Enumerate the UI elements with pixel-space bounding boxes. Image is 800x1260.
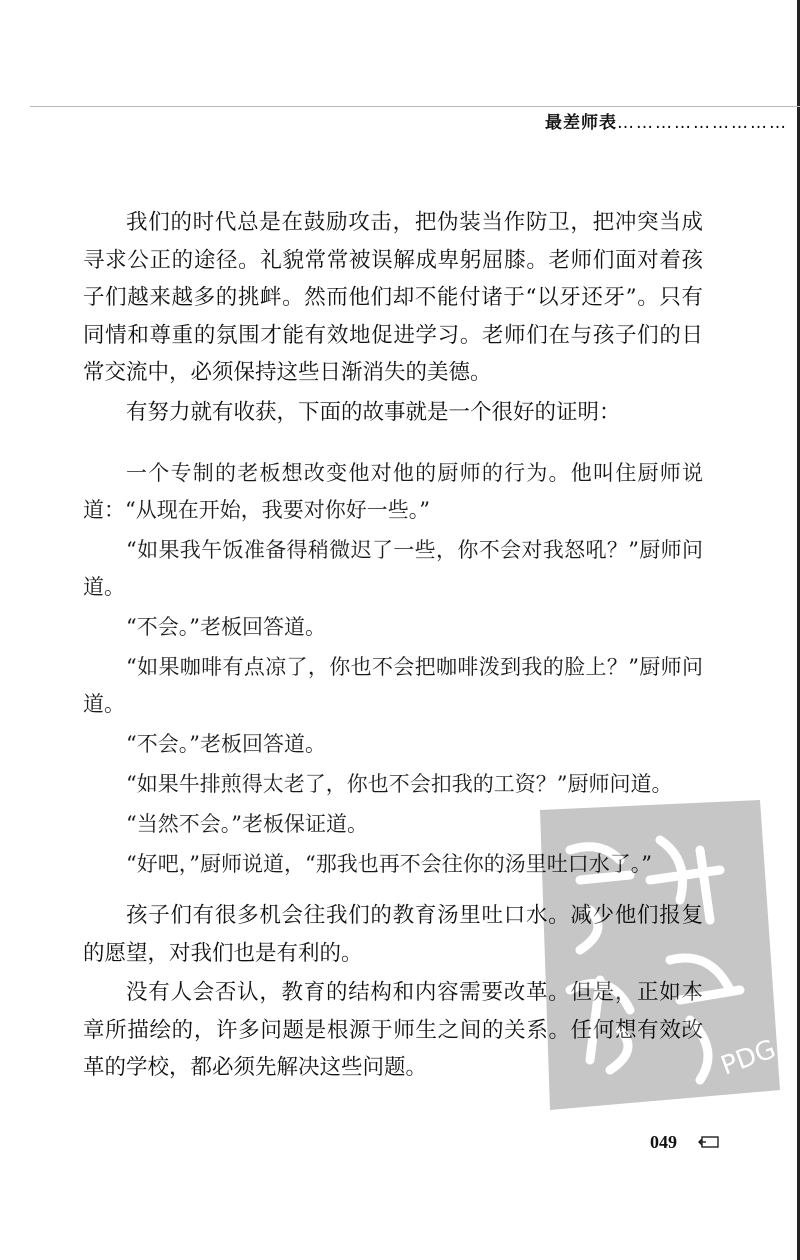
intro-paragraph-1: 我们的时代总是在鼓励攻击，把伪装当作防卫，把冲突当成寻求公正的途径。礼貌常常被误解成卑躬屈膝。老师们面对着孩子们越来越多的挑衅。然而他们却不能付诸于“以牙还牙”。只有同情和尊重的氛围才能有效地促进学习。老师们在与孩子们的日常交流中，必须保持这些日渐消失的美德。 bbox=[83, 210, 703, 385]
running-head bbox=[545, 108, 788, 133]
story-paragraph: “好吧，”厨师说道，“那我也再不会往你的汤里吐口水了。” bbox=[126, 852, 652, 876]
story-paragraph: “当然不会。”老板保证道。 bbox=[126, 812, 368, 836]
running-title: 最差师表 bbox=[545, 113, 617, 133]
story-paragraph: “如果咖啡有点凉了，你也不会把咖啡泼到我的脸上？”厨师问道。 bbox=[83, 655, 703, 716]
header-rule bbox=[30, 106, 800, 107]
intro-section bbox=[83, 204, 703, 431]
story-paragraph: “如果牛排煎得太老了，你也不会扣我的工资？”厨师问道。 bbox=[126, 772, 673, 796]
watermark-text: PDG bbox=[717, 1034, 780, 1082]
pdg-watermark-seal bbox=[510, 790, 790, 1120]
leader-dots: ……………………… bbox=[617, 113, 788, 133]
conclusion-paragraph-1: 孩子们有很多机会往我们的教育汤里吐口水。减少他们报复的愿望，对我们也是有利的。 bbox=[83, 903, 703, 966]
intro-paragraph-2: 有努力就有收获，下面的故事就是一个很好的证明： bbox=[126, 399, 621, 425]
story-paragraph: 一个专制的老板想改变他对他的厨师的行为。他叫住厨师说道：“从现在开始，我要对你好一些。” bbox=[83, 461, 703, 522]
conclusion-paragraph-2: 没有人会否认，教育的结构和内容需要改革。但是，正如本章所描绘的，许多问题是根源于师生之间的关系。任何想有效改革的学校，都必须先解决这些问题。 bbox=[83, 980, 703, 1080]
story-paragraph: “如果我午饭准备得稍微迟了一些，你不会对我怒吼？”厨师问道。 bbox=[83, 538, 703, 599]
story-paragraph: “不会。”老板回答道。 bbox=[126, 732, 326, 756]
page-turn-arrow-icon bbox=[698, 1136, 720, 1148]
page-number: 049 bbox=[650, 1132, 677, 1152]
story-paragraph: “不会。”老板回答道。 bbox=[126, 615, 326, 639]
